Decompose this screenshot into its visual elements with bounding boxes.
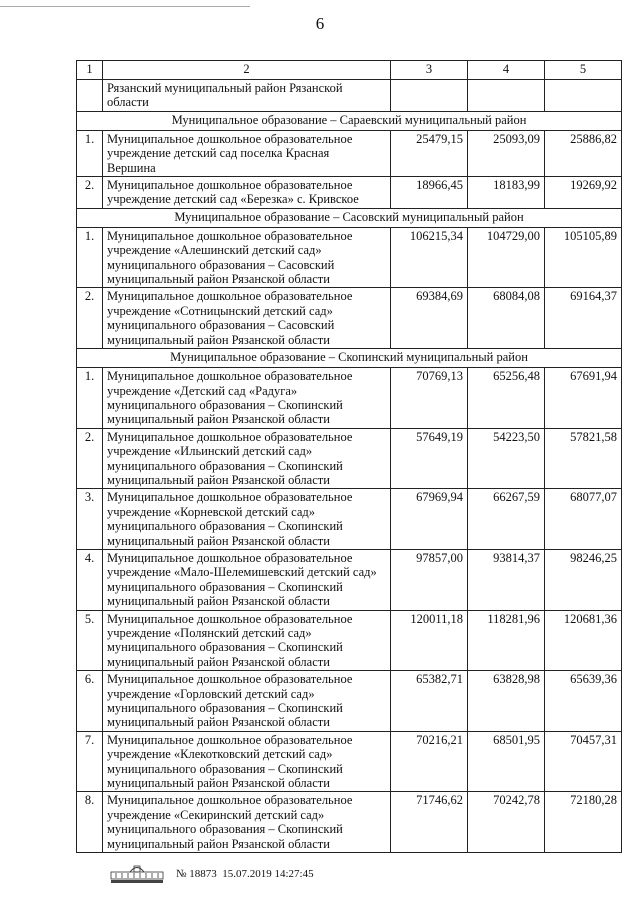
header-col-3: 3 xyxy=(391,61,468,80)
government-seal-icon xyxy=(110,862,164,884)
institution-name-line: учреждение «Секиринский детский сад» xyxy=(107,807,325,822)
table-row xyxy=(77,610,622,671)
value-col-5: 65639,36 xyxy=(545,671,622,732)
institution-name-line: муниципальный район Рязанской области xyxy=(107,594,330,609)
institution-name xyxy=(103,610,391,671)
scan-edge-mark xyxy=(0,6,250,7)
institution-name-line: муниципальный район Рязанской области xyxy=(107,412,330,427)
institution-name-line: Муниципальное дошкольное образовательное xyxy=(107,131,353,146)
header-col-4: 4 xyxy=(468,61,545,80)
value-col-3: 120011,18 xyxy=(391,610,468,671)
value-col-3: 70216,21 xyxy=(391,731,468,792)
institution-name-line: Муниципальное дошкольное образовательное xyxy=(107,550,353,565)
table-header-row xyxy=(77,61,622,80)
value-col-3 xyxy=(391,80,468,112)
institution-name-line: Муниципальное дошкольное образовательное xyxy=(107,672,353,687)
institution-name-line: области xyxy=(107,95,149,110)
table-row xyxy=(77,80,622,112)
table-row xyxy=(77,428,622,489)
value-col-5: 67691,94 xyxy=(545,368,622,429)
institution-name-line: муниципальный район Рязанской области xyxy=(107,715,330,730)
value-col-5: 120681,36 xyxy=(545,610,622,671)
footer-registration xyxy=(110,862,510,890)
value-col-4 xyxy=(468,80,545,112)
institution-name-line: муниципальный район Рязанской области xyxy=(107,776,330,791)
row-number: 1. xyxy=(77,227,103,288)
institution-name-line: муниципального образования – Скопинский xyxy=(107,397,343,412)
row-number: 6. xyxy=(77,671,103,732)
value-col-3: 67969,94 xyxy=(391,489,468,550)
value-col-3: 106215,34 xyxy=(391,227,468,288)
value-col-3: 69384,69 xyxy=(391,288,468,349)
value-col-3: 18966,45 xyxy=(391,177,468,209)
institution-name-line: учреждение «Мало-Шелемишевский детский сад» xyxy=(107,565,377,580)
value-col-4: 118281,96 xyxy=(468,610,545,671)
institution-name-line: учреждение «Полянский детский сад» xyxy=(107,626,312,640)
institution-name-line: муниципального образования – Скопинский xyxy=(107,701,343,716)
institution-name-line: муниципального образования – Скопинский xyxy=(107,822,343,837)
institution-name-line: муниципального образования – Сасовский xyxy=(107,257,335,272)
row-number: 1. xyxy=(77,368,103,429)
institution-name-line: учреждение «Горловский детский сад» xyxy=(107,686,315,701)
registration-number: № 18873 xyxy=(176,868,217,880)
value-col-5: 69164,37 xyxy=(545,288,622,349)
institution-name-line: учреждение детский сад «Березка» с. Кривское xyxy=(107,192,359,207)
institution-name-line: муниципальный район Рязанской области xyxy=(107,654,330,669)
institution-name xyxy=(103,80,391,112)
row-number: 2. xyxy=(77,177,103,209)
institution-name xyxy=(103,428,391,489)
value-col-3: 25479,15 xyxy=(391,130,468,176)
institution-name xyxy=(103,288,391,349)
institution-name-line: муниципальный район Рязанской области xyxy=(107,836,330,851)
institution-name xyxy=(103,731,391,792)
institution-name-line: муниципальный район Рязанской области xyxy=(107,332,330,347)
value-col-3: 71746,62 xyxy=(391,792,468,853)
section-header-row xyxy=(77,208,622,227)
institution-name xyxy=(103,177,391,209)
value-col-4: 68501,95 xyxy=(468,731,545,792)
institution-name xyxy=(103,130,391,176)
header-col-5: 5 xyxy=(545,61,622,80)
institution-name-line: Муниципальное дошкольное образовательное xyxy=(107,490,353,505)
institution-name-line: учреждение «Сотницынский детский сад» xyxy=(107,303,333,318)
institution-name xyxy=(103,792,391,853)
value-col-3: 57649,19 xyxy=(391,428,468,489)
value-col-4: 18183,99 xyxy=(468,177,545,209)
institution-name-line: Рязанский муниципальный район Рязанской xyxy=(107,81,343,95)
value-col-5: 105105,89 xyxy=(545,227,622,288)
institution-name-line: учреждение детский сад поселка Красная xyxy=(107,146,330,161)
registration-timestamp: 15.07.2019 14:27:45 xyxy=(222,868,314,880)
row-number: 4. xyxy=(77,549,103,610)
institution-name-line: учреждение «Алешинский детский сад» xyxy=(107,243,322,258)
institution-name-line: учреждение «Детский сад «Радуга» xyxy=(107,383,298,398)
value-col-4: 65256,48 xyxy=(468,368,545,429)
institution-name-line: Муниципальное дошкольное образовательное xyxy=(107,178,353,193)
budget-table xyxy=(76,60,622,853)
institution-name-line: муниципального образования – Сасовский xyxy=(107,318,335,333)
institution-name-line: муниципального образования – Скопинский xyxy=(107,761,343,776)
value-col-4: 104729,00 xyxy=(468,227,545,288)
table-row xyxy=(77,288,622,349)
header-col-2: 2 xyxy=(103,61,391,80)
institution-name-line: муниципального образования – Скопинский xyxy=(107,579,343,594)
table-row xyxy=(77,368,622,429)
row-number: 8. xyxy=(77,792,103,853)
table-row xyxy=(77,671,622,732)
section-header-row xyxy=(77,111,622,130)
institution-name xyxy=(103,227,391,288)
section-title: Муниципальное образование – Сасовский муниципальный район xyxy=(77,208,622,227)
institution-name-line: муниципальный район Рязанской области xyxy=(107,533,330,548)
institution-name-line: Вершина xyxy=(107,160,156,175)
table-row xyxy=(77,227,622,288)
institution-name-line: Муниципальное дошкольное образовательное xyxy=(107,611,353,626)
institution-name xyxy=(103,671,391,732)
value-col-4: 25093,09 xyxy=(468,130,545,176)
value-col-4: 54223,50 xyxy=(468,428,545,489)
value-col-4: 93814,37 xyxy=(468,549,545,610)
value-col-3: 70769,13 xyxy=(391,368,468,429)
institution-name-line: муниципальный район Рязанской области xyxy=(107,272,330,287)
row-number: 7. xyxy=(77,731,103,792)
table-row xyxy=(77,792,622,853)
institution-name xyxy=(103,368,391,429)
institution-name-line: Муниципальное дошкольное образовательное xyxy=(107,369,353,384)
institution-name-line: учреждение «Корневской детский сад» xyxy=(107,504,316,519)
institution-name-line: учреждение «Ильинский детский сад» xyxy=(107,444,313,459)
row-number xyxy=(77,80,103,112)
institution-name-line: муниципального образования – Скопинский xyxy=(107,640,343,655)
institution-name xyxy=(103,549,391,610)
value-col-5: 72180,28 xyxy=(545,792,622,853)
value-col-4: 63828,98 xyxy=(468,671,545,732)
institution-name-line: муниципального образования – Скопинский xyxy=(107,458,343,473)
institution-name-line: Муниципальное дошкольное образовательное xyxy=(107,429,353,444)
row-number: 1. xyxy=(77,130,103,176)
institution-name-line: учреждение «Клекотковский детский сад» xyxy=(107,747,333,762)
header-col-1: 1 xyxy=(77,61,103,80)
section-title: Муниципальное образование – Сараевский муниципальный район xyxy=(77,111,622,130)
institution-name-line: муниципального образования – Скопинский xyxy=(107,519,343,534)
institution-name-line: Муниципальное дошкольное образовательное xyxy=(107,732,353,747)
table-row xyxy=(77,731,622,792)
value-col-3: 97857,00 xyxy=(391,549,468,610)
value-col-5 xyxy=(545,80,622,112)
registration-stamp xyxy=(176,868,314,880)
row-number: 3. xyxy=(77,489,103,550)
table-row xyxy=(77,130,622,176)
table-row xyxy=(77,177,622,209)
value-col-4: 70242,78 xyxy=(468,792,545,853)
value-col-5: 70457,31 xyxy=(545,731,622,792)
page-number: 6 xyxy=(315,14,325,33)
value-col-5: 98246,25 xyxy=(545,549,622,610)
section-header-row xyxy=(77,349,622,368)
value-col-4: 66267,59 xyxy=(468,489,545,550)
row-number: 2. xyxy=(77,428,103,489)
table-row xyxy=(77,489,622,550)
value-col-5: 68077,07 xyxy=(545,489,622,550)
table-body xyxy=(77,61,622,853)
institution-name xyxy=(103,489,391,550)
row-number: 5. xyxy=(77,610,103,671)
value-col-5: 25886,82 xyxy=(545,130,622,176)
institution-name-line: Муниципальное дошкольное образовательное xyxy=(107,289,353,304)
institution-name-line: Муниципальное дошкольное образовательное xyxy=(107,793,353,808)
value-col-5: 57821,58 xyxy=(545,428,622,489)
section-title: Муниципальное образование – Скопинский муниципальный район xyxy=(77,349,622,368)
institution-name-line: муниципальный район Рязанской области xyxy=(107,472,330,487)
value-col-3: 65382,71 xyxy=(391,671,468,732)
row-number: 2. xyxy=(77,288,103,349)
value-col-4: 68084,08 xyxy=(468,288,545,349)
institution-name-line: Муниципальное дошкольное образовательное xyxy=(107,228,353,243)
value-col-5: 19269,92 xyxy=(545,177,622,209)
table-row xyxy=(77,549,622,610)
